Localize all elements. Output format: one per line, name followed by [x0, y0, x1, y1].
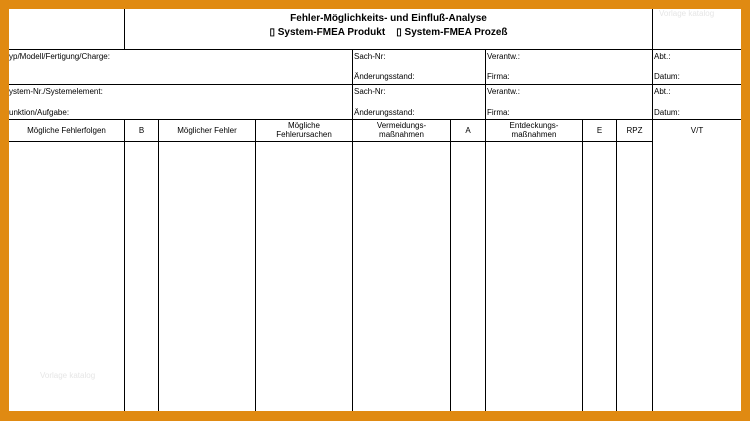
col-header-rpz: RPZ	[626, 126, 643, 135]
sach-nr-label-2: Sach-Nr:	[354, 87, 386, 96]
typ-modell-label: yp/Modell/Fertigung/Charge:	[9, 52, 110, 61]
col-header-vermeidung-1: Vermeidungs-	[376, 121, 427, 130]
abt-label: Abt.:	[654, 52, 671, 61]
col-header-entdeckung-1: Entdeckungs-	[509, 121, 559, 130]
verantw-label-2: Verantw.:	[487, 87, 520, 96]
col-header-fehler: Möglicher Fehler	[177, 126, 237, 135]
line-header-bottom	[9, 49, 741, 50]
datum-label: Datum:	[654, 72, 680, 81]
verantw-label: Verantw.:	[487, 52, 520, 61]
aenderungsstand-label: Änderungsstand:	[354, 72, 415, 81]
datum-label-2: Datum:	[654, 108, 680, 117]
line-header-right	[652, 9, 653, 49]
line-row2-bottom	[9, 119, 741, 120]
col-header-ursachen-2: Fehlerursachen	[276, 130, 332, 139]
col-header-e: E	[596, 126, 603, 135]
funktion-label: unktion/Aufgabe:	[9, 108, 70, 117]
abt-label-2: Abt.:	[654, 87, 671, 96]
col-line-1	[124, 119, 125, 411]
line-info-v3	[652, 49, 653, 119]
firma-label: Firma:	[487, 72, 510, 81]
col-line-6	[485, 119, 486, 411]
col-header-fehlerfolgen: Mögliche Fehlerfolgen	[27, 126, 106, 135]
col-header-entdeckung-2: maßnahmen	[511, 130, 557, 139]
line-info-v1	[352, 49, 353, 119]
col-header-ursachen-1: Mögliche	[287, 121, 320, 130]
col-line-2	[158, 119, 159, 411]
col-header-vermeidung-2: maßnahmen	[379, 130, 424, 139]
line-info-v2	[485, 49, 486, 119]
col-line-9	[652, 119, 653, 411]
col-line-7	[582, 119, 583, 411]
line-colheader-bottom	[9, 141, 652, 142]
firma-label-2: Firma:	[487, 108, 510, 117]
col-header-a: A	[465, 126, 471, 135]
col-line-8	[616, 119, 617, 411]
col-line-4	[352, 119, 353, 411]
col-line-5	[450, 119, 451, 411]
aenderungsstand-label-2: Änderungsstand:	[354, 108, 415, 117]
col-line-3	[255, 119, 256, 411]
col-header-vt: V/T	[690, 126, 704, 135]
sach-nr-label: Sach-Nr:	[354, 52, 386, 61]
system-nr-label: ystem-Nr./Systemelement:	[9, 87, 103, 96]
form-title: Fehler-Möglichkeits- und Einfluß-Analyse	[290, 13, 487, 24]
col-header-b: B	[138, 126, 145, 135]
watermark-bottom-left: Vorlage katalog	[40, 371, 96, 380]
line-row1-bottom	[9, 84, 741, 85]
fmea-type-options: ▯ System-FMEA Produkt ▯ System-FMEA Prozeß	[269, 27, 508, 38]
fmea-form	[9, 9, 741, 411]
watermark-top-right: Vorlage katalog	[659, 9, 715, 18]
